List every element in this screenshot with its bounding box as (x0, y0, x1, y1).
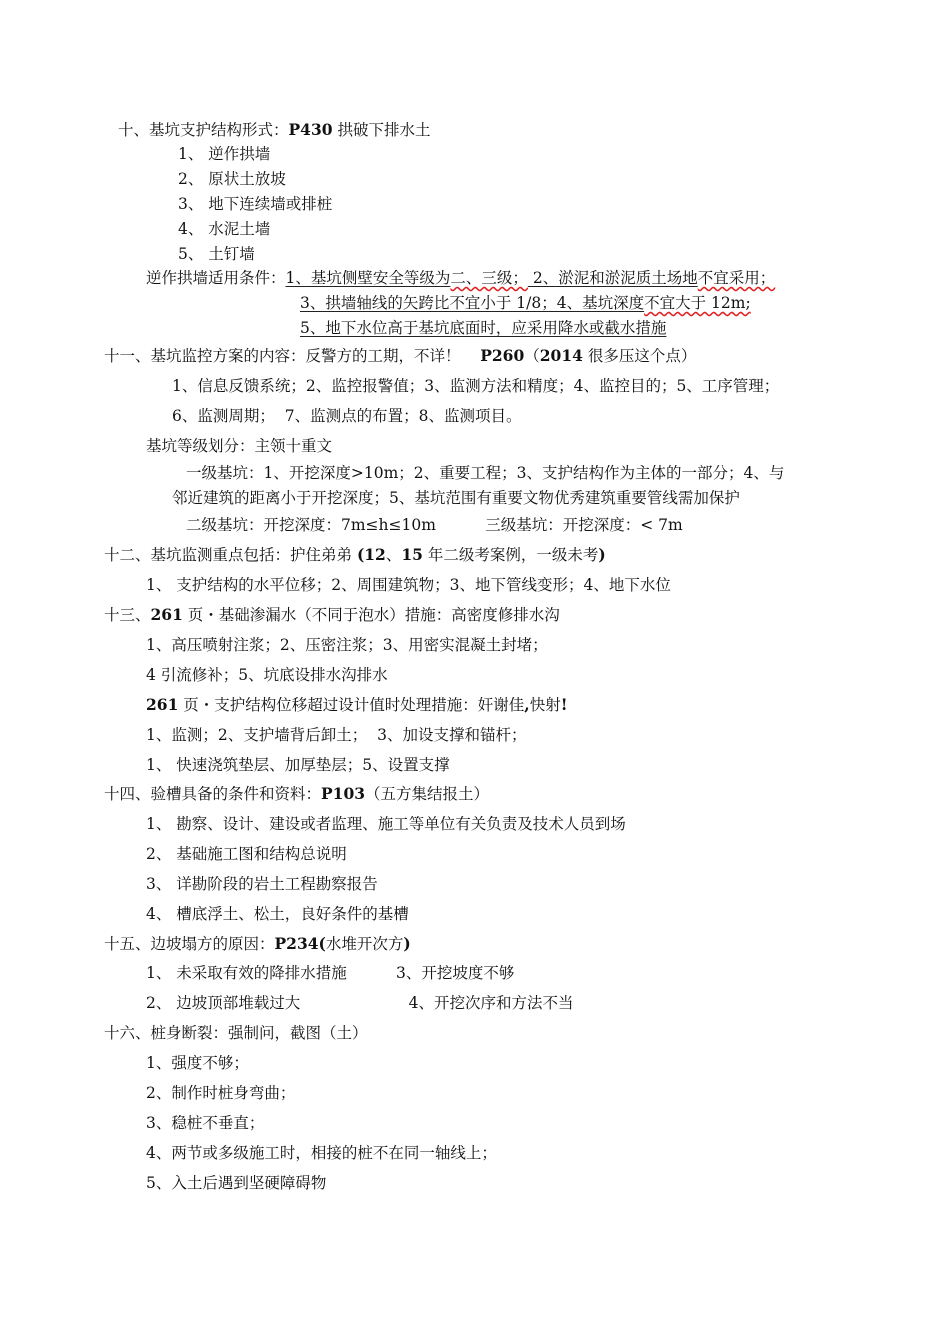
text-line: 1、监测；2、支护墙背后卸土； 3、加设支撑和锚杆； (146, 726, 527, 744)
text-line: 1、 未采取有效的降排水措施 3、开挖坡度不够 (146, 964, 515, 982)
text-line: 2、 边坡顶部堆载过大 4、开挖次序和方法不当 (146, 994, 574, 1012)
text-line: 3、稳桩不垂直； (146, 1114, 265, 1132)
text-line: 基坑等级划分：主领十重文 (146, 437, 333, 455)
text-line: 1、信息反馈系统；2、监控报警值；3、监测方法和精度；4、监控目的；5、工序管理； (172, 377, 780, 395)
text-line: 2、 原状土放坡 (178, 170, 286, 188)
text-line: 十五、边坡塌方的原因：P234(水堆开次方) (104, 934, 411, 953)
text-line: 1、 快速浇筑垫层、加厚垫层；5、设置支撑 (146, 756, 450, 774)
text-line: 1、强度不够； (146, 1054, 249, 1072)
text-line: 3、 详勘阶段的岩土工程勘察报告 (146, 875, 378, 893)
text-line: 6、监测周期； 7、监测点的布置；8、监测项目。 (172, 407, 522, 425)
text-line: 十、基坑支护结构形式：P430 拱破下排水土 (118, 120, 431, 139)
text-line: 261 页・支护结构位移超过设计值时处理措施：奸谢佳,快射! (146, 695, 568, 714)
text-line: 十四、验槽具备的条件和资料：P103（五方集结报土） (104, 784, 490, 803)
text-line: 3、 地下连续墙或排桩 (178, 195, 333, 213)
text-line: 2、制作时桩身弯曲； (146, 1084, 296, 1102)
text-line: 一级基坑：1、开挖深度>10m；2、重要工程；3、支护结构作为主体的一部分；4、与 (186, 464, 785, 482)
text-line: 4、 槽底浮土、松土，良好条件的基槽 (146, 905, 409, 923)
text-line: 十六、桩身断裂：强制问，截图（土） (104, 1024, 368, 1042)
text-line: 二级基坑：开挖深度：7m≤h≤10m 三级基坑：开挖深度：< 7m (186, 516, 683, 534)
text-line: 十二、基坑监测重点包括：护住弟弟 (12、15 年二级考案例，一级未考) (104, 545, 606, 564)
text-line: 十一、基坑监控方案的内容：反警方的工期，不详！ P260（2014 很多压这个点） (104, 346, 697, 365)
text-line: 1、高压喷射注浆；2、压密注浆；3、用密实混凝土封堵； (146, 636, 548, 654)
text-line: 2、 基础施工图和结构总说明 (146, 845, 347, 863)
text-line: 十三、261 页・基础渗漏水（不同于泡水）措施：高密度修排水沟 (104, 605, 560, 624)
text-line: 1、 逆作拱墙 (178, 145, 271, 163)
text-line: 1、 支护结构的水平位移；2、周围建筑物；3、地下管线变形；4、地下水位 (146, 576, 671, 594)
text-line: 5、 土钉墙 (178, 245, 255, 263)
text-line: 4、 水泥土墙 (178, 220, 271, 238)
text-line: 5、入土后遇到坚硬障碍物 (146, 1174, 327, 1192)
text-line: 3、拱墙轴线的矢跨比不宜小于 1/8；4、基坑深度不宜大于 12m; (300, 294, 751, 312)
text-line: 邻近建筑的距离小于开挖深度；5、基坑范围有重要文物优秀建筑重要管线需加保护 (172, 489, 740, 507)
text-line: 5、地下水位高于基坑底面时，应采用降水或截水措施 (300, 319, 667, 337)
text-line: 4 引流修补；5、坑底设排水沟排水 (146, 666, 388, 684)
text-line: 4、两节或多级施工时，相接的桩不在同一轴线上； (146, 1144, 497, 1162)
text-line: 逆作拱墙适用条件：1、基坑侧壁安全等级为二、三级； 2、淤泥和淤泥质土场地不宜采用； (146, 269, 776, 287)
text-line: 1、 勘察、设计、建设或者监理、施工等单位有关负责及技术人员到场 (146, 815, 626, 833)
